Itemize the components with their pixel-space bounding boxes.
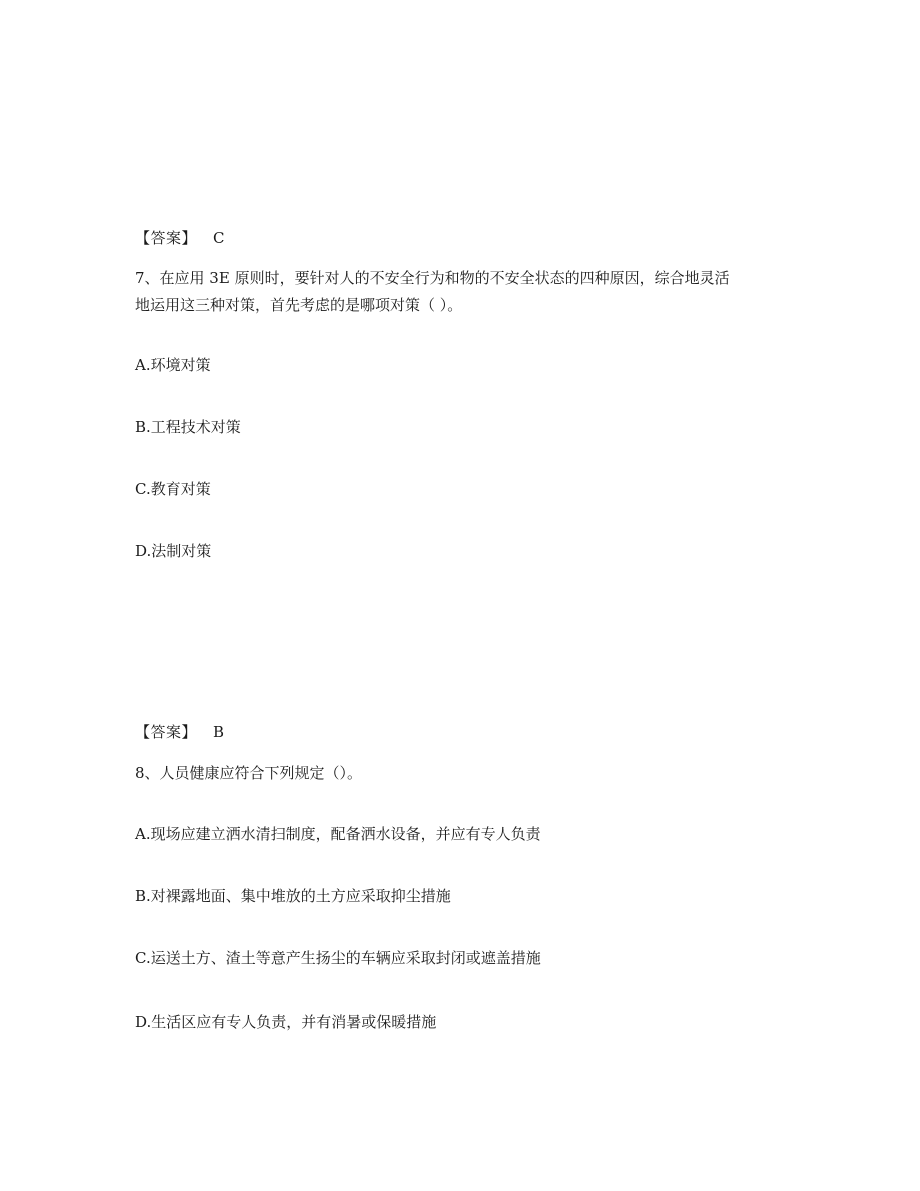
question-7-line-1: 7、在应用 3E 原则时，要针对人的不安全行为和物的不安全状态的四种原因，综合地灵活 <box>135 269 730 287</box>
question-7-line-2: 地运用这三种对策，首先考虑的是哪项对策（ ）。 <box>135 296 463 314</box>
question-8-option-b: B.对裸露地面、集中堆放的土方应采取抑尘措施 <box>135 887 451 905</box>
answer-label: 【答案】 <box>135 229 198 247</box>
answer-line <box>135 721 225 743</box>
question-8-option-d: D.生活区应有专人负责，并有消暑或保暖措施 <box>135 1013 437 1031</box>
question-7-option-b: B.工程技术对策 <box>135 418 241 436</box>
answer-label: 【答案】 <box>135 723 198 741</box>
answer-line <box>135 227 225 249</box>
question-7-option-d: D.法制对策 <box>135 542 212 560</box>
answer-value: C <box>213 229 225 247</box>
answer-value: B <box>213 723 225 741</box>
question-8-option-a: A.现场应建立洒水清扫制度，配备洒水设备，并应有专人负责 <box>135 825 541 843</box>
question-7-option-c: C.教育对策 <box>135 480 211 498</box>
question-7-option-a: A.环境对策 <box>135 356 211 374</box>
question-8-line-1: 8、人员健康应符合下列规定（）。 <box>135 764 363 782</box>
question-8-option-c: C.运送土方、渣土等意产生扬尘的车辆应采取封闭或遮盖措施 <box>135 949 541 967</box>
